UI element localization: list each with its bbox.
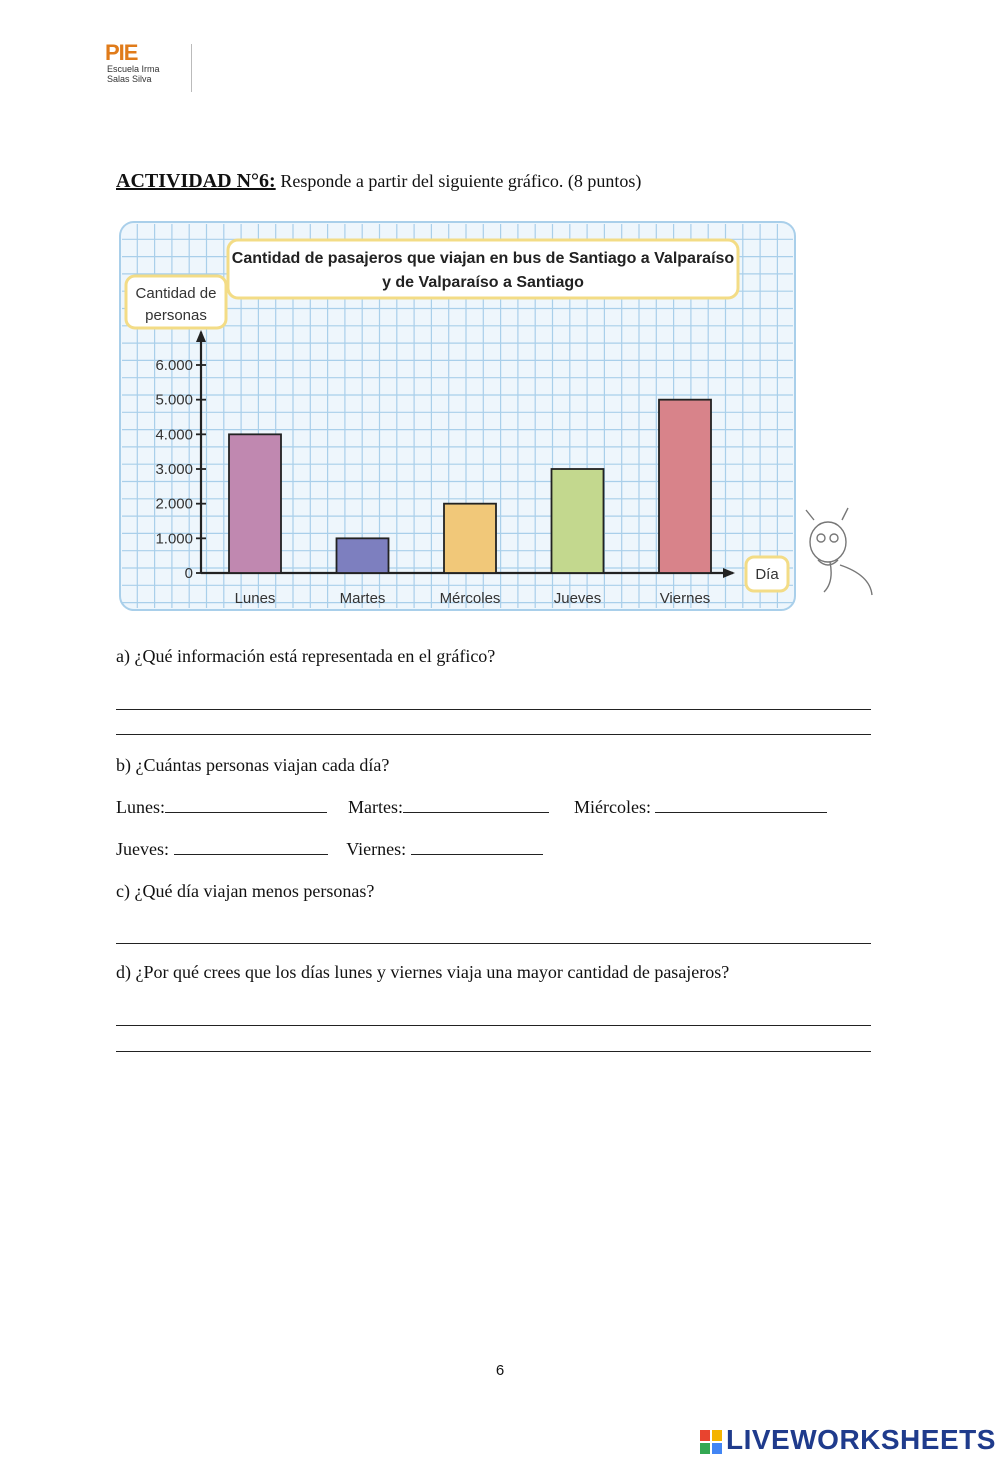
school-logo [105,42,195,94]
blank-martes[interactable] [403,796,549,813]
answer-row-b1 [116,796,827,818]
mascot-sketch [806,508,872,595]
label-lunes: Lunes: [116,797,165,817]
blank-viernes[interactable] [411,838,543,855]
logo-mark: PIE [105,40,138,65]
x-tick-label: Mércoles [439,590,501,607]
bar-martes [337,538,389,573]
activity-heading [116,170,641,193]
x-axis-label: Día [755,566,779,583]
watermark-text: LIVEWORKSHEETS [726,1424,996,1455]
answer-line-a2[interactable] [116,734,871,735]
blank-miercoles[interactable] [655,796,827,813]
answer-line-d1[interactable] [116,1025,871,1026]
bar-lunes [229,434,281,573]
bar-mércoles [444,504,496,573]
logo-line2: Salas Silva [107,74,152,84]
bar-jueves [552,469,604,573]
chart-title-line2: y de Valparaíso a Santiago [382,274,584,291]
blank-lunes[interactable] [165,796,327,813]
answer-line-d2[interactable] [116,1051,871,1052]
y-tick-label: 3.000 [155,461,193,478]
page-number: 6 [495,1362,505,1379]
blank-jueves[interactable] [174,838,328,855]
y-axis-label-line1: Cantidad de [135,285,217,302]
y-axis-label-line2: personas [145,307,207,324]
liveworksheets-logo-icon [700,1430,722,1454]
question-b: b) ¿Cuántas personas viajan cada día? [116,755,390,775]
question-a: a) ¿Qué información está representada en el gráfico? [116,646,496,666]
y-tick-label: 1.000 [155,530,193,548]
label-viernes: Viernes: [346,839,407,859]
question-c: c) ¿Qué día viajan menos personas? [116,881,375,901]
question-d: d) ¿Por qué crees que los días lunes y viernes viaja una mayor cantidad de pasajeros? [116,962,730,982]
bar-chart [118,220,883,615]
label-martes: Martes: [348,797,403,817]
x-tick-label: Viernes [659,590,711,607]
logo-divider [191,44,192,92]
y-tick-label: 5.000 [155,391,193,409]
chart-title-line1: Cantidad de pasajeros que viajan en bus de Santiago a Valparaíso [231,250,735,267]
y-tick-label: 0 [184,565,193,582]
answer-line-c[interactable] [116,943,871,944]
x-tick-label: Jueves [553,590,602,607]
logo-line1: Escuela Irma [107,64,160,74]
activity-title: ACTIVIDAD N°6: [116,170,276,192]
label-miercoles: Miércoles: [573,797,651,817]
answer-line-a1[interactable] [116,709,871,710]
label-jueves: Jueves: [116,839,169,859]
activity-instruction: Responde a partir del siguiente gráfico. (8 puntos) [280,171,642,191]
liveworksheets-watermark [700,1424,996,1456]
y-tick-label: 2.000 [155,495,193,513]
answer-row-b2 [116,838,543,860]
y-tick-label: 6.000 [155,357,193,374]
x-tick-label: Martes [339,590,386,607]
x-tick-label: Lunes [234,590,276,607]
y-tick-label: 4.000 [155,426,193,444]
bar-viernes [659,400,711,573]
